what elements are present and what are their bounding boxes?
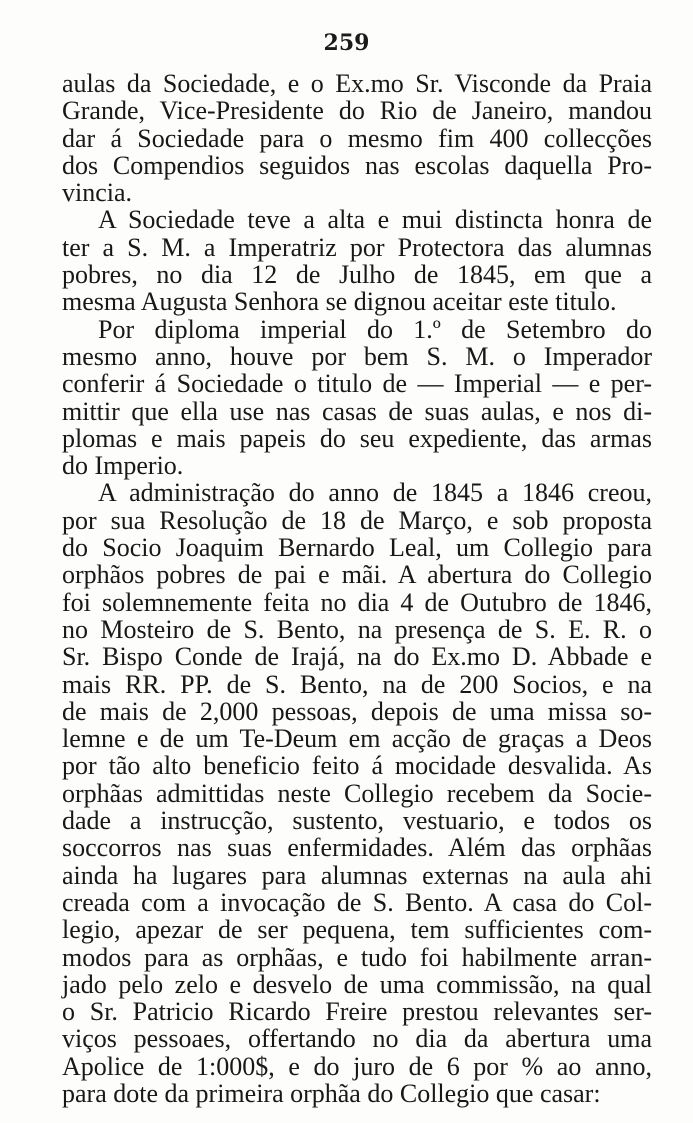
text-line: conferir á Sociedade o titulo de — Imperial — e per-	[62, 369, 652, 399]
text-line: de mais de 2,000 pessoas, depois de uma missa so-	[62, 696, 652, 726]
text-line: mittir que ella use nas casas de suas aulas, e nos di-	[62, 396, 652, 426]
body-text	[62, 70, 652, 1107]
text-line: aulas da Sociedade, e o Ex.mo Sr. Visconde da Praia	[62, 69, 652, 98]
text-line: o Sr. Patricio Ricardo Freire prestou relevantes ser-	[62, 997, 652, 1027]
paragraph	[62, 206, 652, 315]
page-number: 259	[323, 30, 370, 56]
text-line: Sr. Bispo Conde de Irajá, na do Ex.mo D. Abbade e	[62, 642, 652, 672]
text-line: soccorros nas suas enfermidades. Além das orphãas	[62, 833, 652, 863]
text-line: dar á Sociedade para o mesmo fim 400 collecções	[62, 123, 652, 153]
text-line: orphãos pobres de pai e mãi. A abertura do Collegio	[62, 560, 652, 590]
text-line: Por diploma imperial do 1.º de Setembro do	[98, 314, 652, 344]
text-line: no Mosteiro de S. Bento, na presença de S. E. R. o	[62, 614, 652, 644]
text-line: mais RR. PP. de S. Bento, na de 200 Socios, e na	[62, 669, 652, 699]
text-line: pobres, no dia 12 de Julho de 1845, em que a	[62, 260, 652, 290]
text-line: legio, apezar de ser pequena, tem sufficientes com-	[62, 915, 652, 945]
text-line: plomas e mais papeis do seu expediente, das armas	[62, 423, 652, 453]
text-line: dade a instrucção, sustento, vestuario, e todos os	[62, 806, 652, 836]
text-line: por sua Resolução de 18 de Março, e sob proposta	[62, 505, 652, 535]
text-line: dos Compendios seguidos nas escolas daquella Pro-	[62, 150, 652, 180]
text-line: ainda ha lugares para alumnas externas na aula ahi	[62, 860, 652, 890]
text-line: creada com a invocação de S. Bento. A casa do Col-	[62, 887, 652, 917]
paragraph	[62, 316, 652, 480]
text-line: lemne e de um Te-Deum em acção de graças a Deos	[62, 724, 652, 754]
text-line: por tão alto beneficio feito á mocidade desvalida. As	[62, 751, 652, 781]
text-line: Apolice de 1:000$, e do juro de 6 por % ao anno,	[62, 1051, 652, 1081]
text-line: viços pessoaes, offertando no dia da abertura uma	[62, 1024, 652, 1054]
text-line: mesma Augusta Senhora se dignou aceitar este titulo.	[62, 287, 617, 317]
paragraph	[62, 70, 652, 206]
text-line: mesmo anno, houve por bem S. M. o Imperador	[62, 341, 652, 371]
text-line: foi solemnemente feita no dia 4 de Outubro de 1846,	[62, 587, 652, 617]
paragraph	[62, 479, 652, 1107]
text-line: ter a S. M. a Imperatriz por Protectora das alumnas	[62, 232, 652, 262]
text-line: orphãas admittidas neste Collegio recebem da Socie-	[62, 778, 652, 808]
text-line: do Socio Joaquim Bernardo Leal, um Collegio para	[62, 533, 652, 563]
text-line: vincia.	[62, 178, 133, 208]
text-line: do Imperio.	[62, 451, 184, 481]
text-line: modos para as orphãas, e tudo foi habilmente arran-	[62, 942, 652, 972]
text-line: jado pelo zelo e desvelo de uma commissão, na qual	[62, 969, 652, 999]
text-line: Grande, Vice-Presidente do Rio de Janeiro, mandou	[62, 96, 652, 126]
text-line: A administração do anno de 1845 a 1846 creou,	[98, 478, 652, 508]
text-line: A Sociedade teve a alta e mui distincta honra de	[98, 205, 652, 235]
text-line: para dote da primeira orphãa do Collegio que casar:	[62, 1078, 601, 1108]
